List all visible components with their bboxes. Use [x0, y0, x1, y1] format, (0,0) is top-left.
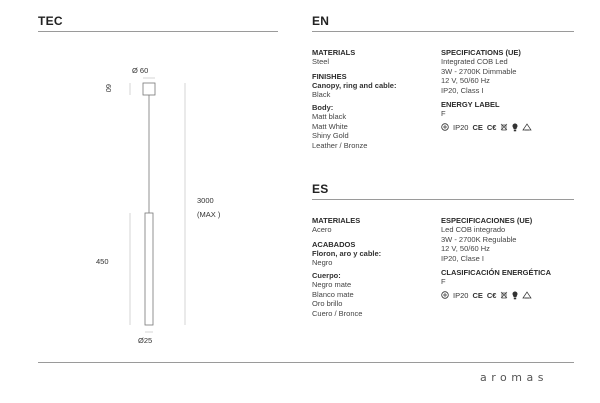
en-body-value: Shiny Gold: [312, 131, 349, 140]
dimmer-icon: [522, 123, 532, 131]
total-length-label: 3000: [197, 196, 214, 205]
es-body-value: Negro mate: [312, 280, 352, 289]
es-lang-title: ES: [312, 182, 329, 196]
ce-icon: CE: [472, 290, 483, 300]
led-icon: [512, 291, 518, 300]
es-divider: [312, 199, 574, 200]
en-materials-column: [312, 48, 452, 150]
en-spec-line: IP20, Class I: [441, 85, 484, 95]
es-energy-heading: CLASIFICACIÓN ENERGÉTICA: [441, 268, 552, 277]
dimmer-icon: [522, 291, 532, 299]
dimmable-icon: [441, 123, 449, 131]
body-diameter-label: Ø25: [138, 336, 153, 345]
ce-icon: CE: [472, 122, 483, 132]
en-divider: [312, 31, 574, 32]
es-materials-value: Acero: [312, 225, 332, 234]
total-length-note: (MAX ): [197, 210, 221, 219]
left-divider: [38, 31, 278, 32]
body-length-label: 450: [96, 257, 109, 266]
es-specs-heading: ESPECIFICACIONES (UE): [441, 216, 533, 225]
en-body-value: Leather / Bronze: [312, 140, 368, 150]
es-materials-heading: MATERIALES: [312, 216, 361, 225]
ce-icon: C€: [486, 122, 497, 132]
es-spec-line: IP20, Clase I: [441, 253, 484, 263]
es-ip-rating: IP20: [453, 290, 469, 300]
canopy-height-label: 60: [104, 84, 113, 93]
lamp-body-shape: [145, 213, 153, 325]
en-materials-heading: MATERIALS: [312, 48, 356, 57]
es-body-value: Cuero / Bronce: [312, 308, 363, 318]
en-body-label: Body:: [312, 102, 334, 112]
en-canopy-label: Canopy, ring and cable:: [312, 80, 397, 90]
en-ip-rating: IP20: [453, 122, 469, 132]
es-spec-line: 3W - 2700K Regulable: [441, 234, 517, 244]
es-energy-value: F: [441, 277, 446, 286]
es-body-value: Blanco mate: [312, 289, 354, 299]
led-icon: [512, 123, 518, 132]
en-body-value: Matt black: [312, 112, 347, 121]
en-energy-value: F: [441, 109, 446, 118]
en-materials-value: Steel: [312, 57, 330, 66]
ce-icon: C€: [486, 290, 497, 300]
footer-divider: [38, 362, 574, 363]
en-spec-line: Integrated COB Led: [441, 57, 508, 66]
es-canopy-value: Negro: [312, 258, 333, 267]
es-materials-column: [312, 216, 452, 318]
en-spec-line: 3W - 2700K Dimmable: [441, 66, 517, 76]
weee-bin-icon: [500, 291, 508, 299]
en-canopy-value: Black: [312, 90, 331, 99]
weee-bin-icon: [500, 123, 508, 131]
es-finishes-heading: ACABADOS: [312, 239, 356, 249]
en-body-value: Matt White: [312, 121, 348, 131]
en-energy-heading: ENERGY LABEL: [441, 100, 500, 109]
dimmable-icon: [441, 291, 449, 299]
en-lang-title: EN: [312, 14, 330, 28]
product-title: TEC: [38, 14, 63, 28]
en-specs-heading: SPECIFICATIONS (UE): [441, 48, 521, 57]
en-cert-icons: [441, 123, 581, 132]
es-specs-column: [441, 216, 581, 300]
en-specs-column: [441, 48, 581, 132]
en-finishes-heading: FINISHES: [312, 71, 347, 81]
es-body-value: Oro brillo: [312, 299, 343, 308]
es-spec-line: 12 V, 50/60 Hz: [441, 244, 490, 253]
canopy-diameter-label: Ø 60: [132, 66, 149, 75]
es-canopy-label: Floron, aro y cable:: [312, 248, 382, 258]
es-spec-line: Led COB integrado: [441, 225, 506, 234]
es-cert-icons: [441, 291, 581, 300]
es-body-label: Cuerpo:: [312, 270, 341, 280]
canopy-shape: [143, 83, 155, 95]
brand-logo: aromas: [480, 371, 548, 384]
en-spec-line: 12 V, 50/60 Hz: [441, 76, 490, 85]
